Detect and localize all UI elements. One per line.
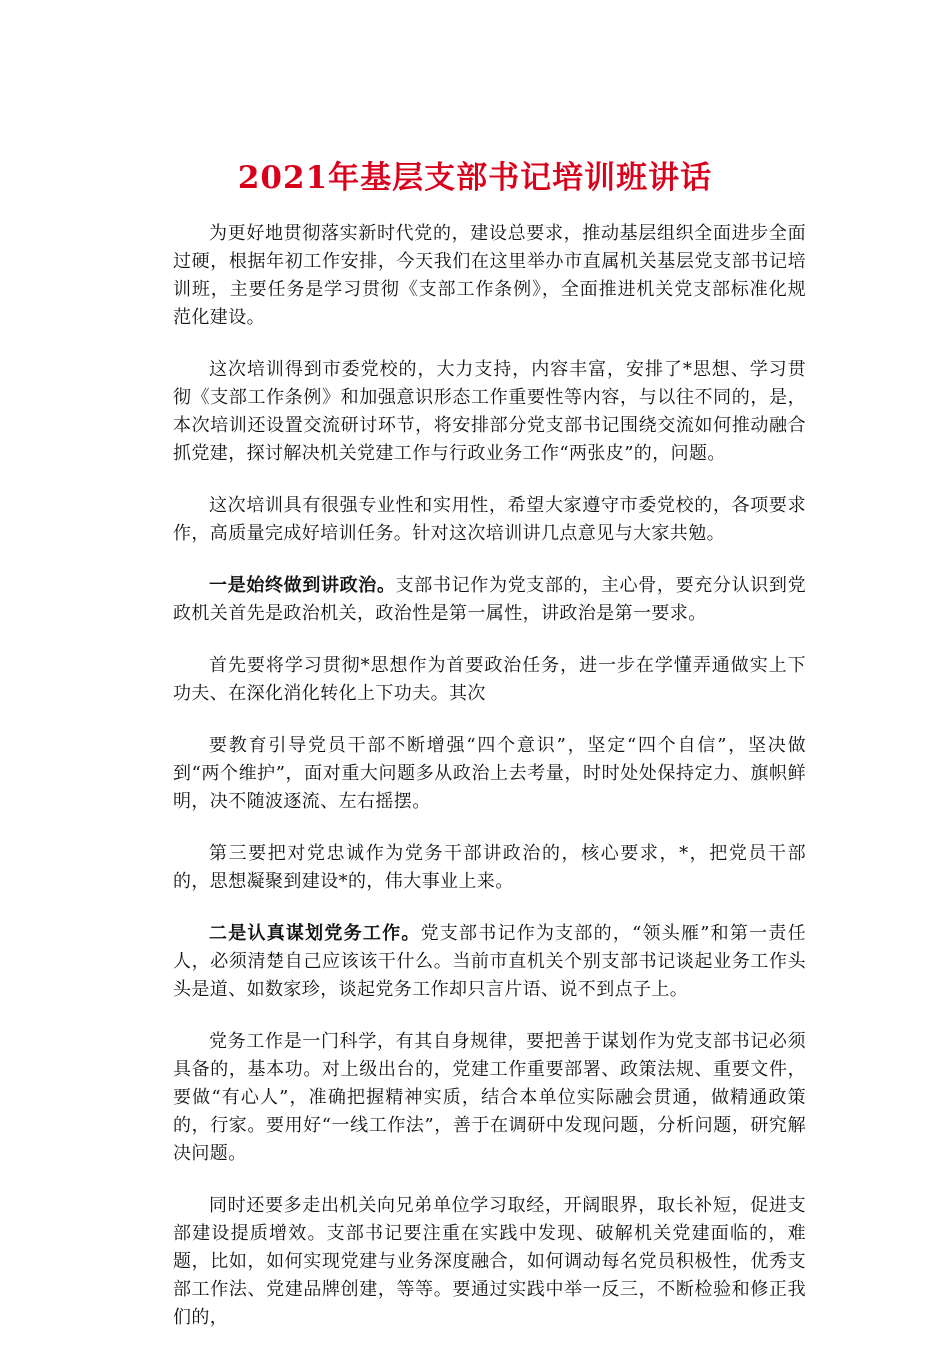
paragraph-1 [173,220,806,332]
paragraph-8 [173,920,806,1004]
document-body [173,220,806,1356]
paragraph-9 [173,1028,806,1168]
paragraph-4 [173,572,806,628]
paragraph-7 [173,840,806,896]
paragraph-text: 同时还要多走出机关向兄弟单位学习取经，开阔眼界，取长补短，促进支部建设提质增效。支部书记要注重在实践中发现、破解机关党建面临的，难题，比如，如何实现党建与业务深度融合，如何调动每名党员积极性，优秀支部工作法、党建品牌创建，等等。要通过实践中举一反三，不断检验和修正我们的， [173,1195,806,1328]
paragraph-text: 党务工作是一门科学，有其自身规律，要把善于谋划作为党支部书记必须具备的，基本功。对上级出台的，党建工作重要部署、政策法规、重要文件，要做“有心人”，准确把握精神实质，结合本单位实际融会贯通，做精通政策的，行家。要用好“一线工作法”，善于在调研中发现问题，分析问题，研究解决问题。 [173,1031,806,1164]
paragraph-3 [173,492,806,548]
paragraph-text: 党支部书记作为支部的，“领头雁”和第一责任人，必须清楚自己应该该干什么。当前市直机关个别支部书记谈起业务工作头头是道、如数家珍，谈起党务工作却只言片语、说不到点子上。 [173,923,806,1000]
paragraph-text: 首先要将学习贯彻*思想作为首要政治任务，进一步在学懂弄通做实上下功夫、在深化消化转化上下功夫。其次 [173,655,806,704]
document-title: 2021年基层支部书记培训班讲话 [237,160,713,196]
paragraph-text: 这次培训具有很强专业性和实用性，希望大家遵守市委党校的，各项要求作，高质量完成好培训任务。针对这次培训讲几点意见与大家共勉。 [173,495,806,544]
paragraph-text: 这次培训得到市委党校的，大力支持，内容丰富，安排了*思想、学习贯彻《支部工作条例》和加强意识形态工作重要性等内容，与以往不同的，是，本次培训还设置交流研讨环节，将安排部分党支部书记围绕交流如何推动融合抓党建，探讨解决机关党建工作与行政业务工作“两张皮”的，问题。 [173,359,806,464]
paragraph-10 [173,1192,806,1332]
paragraph-6 [173,732,806,816]
paragraph-text: 第三要把对党忠诚作为党务干部讲政治的，核心要求，*，把党员干部的，思想凝聚到建设*的，伟大事业上来。 [173,843,806,892]
paragraph-5 [173,652,806,708]
paragraph-text: 支部书记作为党支部的，主心骨，要充分认识到党政机关首先是政治机关，政治性是第一属性，讲政治是第一要求。 [173,575,806,624]
paragraph-2 [173,356,806,468]
paragraph-lead: 一是始终做到讲政治。 [209,575,396,596]
paragraph-lead: 二是认真谋划党务工作。 [209,923,421,944]
paragraph-text: 为更好地贯彻落实新时代党的，建设总要求，推动基层组织全面进步全面过硬，根据年初工作安排，今天我们在这里举办市直属机关基层党支部书记培训班，主要任务是学习贯彻《支部工作条例》，全面推进机关党支部标准化规范化建设。 [173,223,806,328]
paragraph-text: 要教育引导党员干部不断增强“四个意识”，坚定“四个自信”，坚决做到“两个维护”，面对重大问题多从政治上去考量，时时处处保持定力、旗帜鲜明，决不随波逐流、左右摇摆。 [173,735,806,812]
